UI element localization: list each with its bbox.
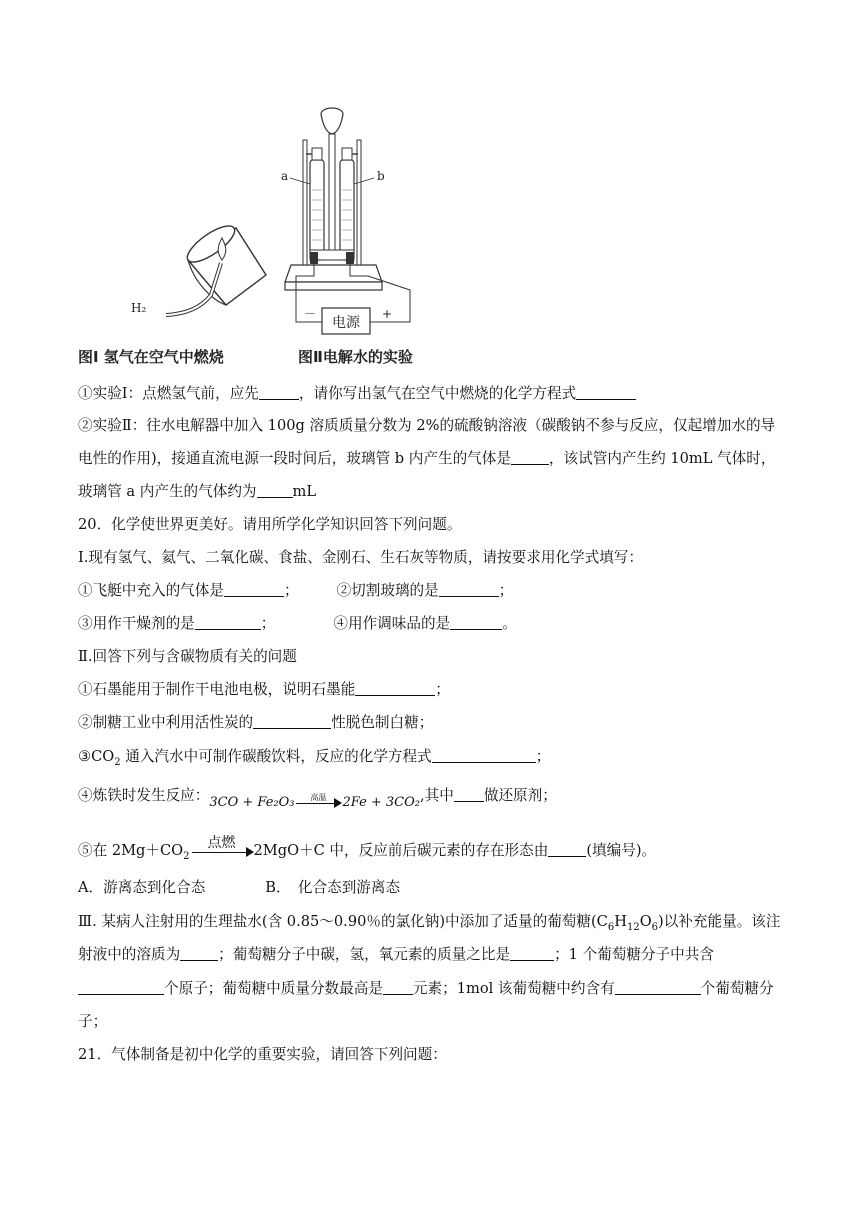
option-a[interactable]: A．游离态到化合态 <box>78 879 206 896</box>
answer-blank[interactable] <box>511 449 549 465</box>
answer-blank[interactable] <box>257 482 293 498</box>
power-source-label: 电源 <box>332 315 360 331</box>
answer-blank[interactable] <box>615 979 701 995</box>
answer-blank[interactable] <box>259 384 299 400</box>
q20-part2-row1: ①石墨能用于制作干电池电极，说明石墨能 ； <box>78 681 450 698</box>
q19-line-3: 电性的作用)，接通直流电源一段时间后，玻璃管 b 内产生的气体是 ，该试管内产生约 10mL 气体时， <box>78 450 776 467</box>
answer-blank[interactable] <box>548 841 586 857</box>
answer-blank[interactable] <box>450 614 502 630</box>
q20-part1-intro: Ⅰ.现有氢气、氦气、二氧化碳、食盐、金刚石、生石灰等物质，请按要求用化学式填写： <box>78 549 643 566</box>
q20-part1-row2: ③用作干燥剂的是 ； ④用作调味品的是 。 <box>78 615 517 632</box>
q20-part2-row4: ④炼铁时发生反应：3CO + Fe₂O₃ 高温 2Fe + 3CO₂,其中 做还原剂； <box>78 786 557 813</box>
beaker-drawing <box>182 220 266 305</box>
experiment-figure <box>76 100 436 375</box>
q20-part3-line3: 个原子；葡萄糖中质量分数最高是 元素；1mol 该葡萄糖中约含有 个葡萄糖分 <box>78 979 774 999</box>
answer-blank[interactable] <box>510 945 554 961</box>
answer-blank[interactable] <box>576 384 636 400</box>
q19-line-1: ①实验Ⅰ：点燃氢气前，应先 ，请你写出氢气在空气中燃烧的化学方程式 <box>78 384 636 404</box>
q21-title: 21．气体制备是初中化学的重要实验，请回答下列问题： <box>78 1046 447 1063</box>
answer-blank[interactable] <box>454 786 484 802</box>
q20-part2-row2: ②制糖工业中利用活性炭的 性脱色制白糖； <box>78 714 434 731</box>
answer-blank[interactable] <box>439 581 499 597</box>
q20-part3-line2: 射液中的溶质为 ；葡萄糖分子中碳，氢，氧元素的质量之比是 ；1 个葡萄糖分子中共含 <box>78 946 714 963</box>
h2-label: H₂ <box>131 301 147 315</box>
figure-caption-2: 图Ⅱ电解水的实验 <box>298 348 413 366</box>
answer-blank[interactable] <box>180 945 218 961</box>
answer-blank[interactable] <box>253 713 331 729</box>
tube-a-label: a <box>281 169 289 183</box>
q20-part2-row3: $③CO_2$ 通入汽水中可制作碳酸饮料，反应的化学方程式 ； <box>78 748 551 768</box>
answer-blank[interactable] <box>224 581 284 597</box>
tube-b-label: b <box>377 169 385 183</box>
q20-title: 20．化学使世界更美好。请用所学化学知识回答下列问题。 <box>78 516 462 533</box>
figure-caption-1: 图Ⅰ 氢气在空气中燃烧 <box>78 348 224 366</box>
q19-line-4: 玻璃管 a 内产生的气体约为 mL <box>78 483 317 500</box>
plus-label: + <box>382 307 393 321</box>
electrolysis-apparatus <box>285 108 410 322</box>
answer-blank[interactable] <box>432 747 536 763</box>
minus-label: － <box>304 307 317 321</box>
q20-part2-intro: Ⅱ.回答下列与含碳物质有关的问题 <box>78 648 297 665</box>
reaction-arrow: 点燃 <box>190 839 254 859</box>
q20-part3-line4: 子； <box>78 1013 108 1030</box>
q20-part2-row5: ⑤在 $2Mg+CO_2$ 点燃 2MgO＋C 中，反应前后碳元素的存在形态由 (填编号)。 <box>78 835 657 862</box>
answer-blank[interactable] <box>78 979 164 995</box>
q20-part3-line1: Ⅲ. 某病人注射用的生理盐水(含 0.85～0.90％的氯化钠)中添加了适量的葡萄糖$(C_6H_{12}O_6)$以补充能量。该注 <box>78 913 781 933</box>
answer-blank[interactable] <box>355 680 435 696</box>
q19-line-2: ②实验Ⅱ：往水电解器中加入 100g 溶质质量分数为 2%的硫酸钠溶液（碳酸钠不参与反应，仅起增加水的导 <box>78 417 776 434</box>
iron-smelting-equation: 3CO + Fe₂O₃ 高温 2Fe + 3CO₂ <box>209 793 421 810</box>
q20-options <box>78 878 400 898</box>
q20-part1-row1: ①飞艇中充入的气体是 ； ②切割玻璃的是 ； <box>78 582 514 599</box>
answer-blank[interactable] <box>383 979 413 995</box>
answer-blank[interactable] <box>195 614 261 630</box>
option-b[interactable]: B． 化合态到游离态 <box>265 879 401 896</box>
